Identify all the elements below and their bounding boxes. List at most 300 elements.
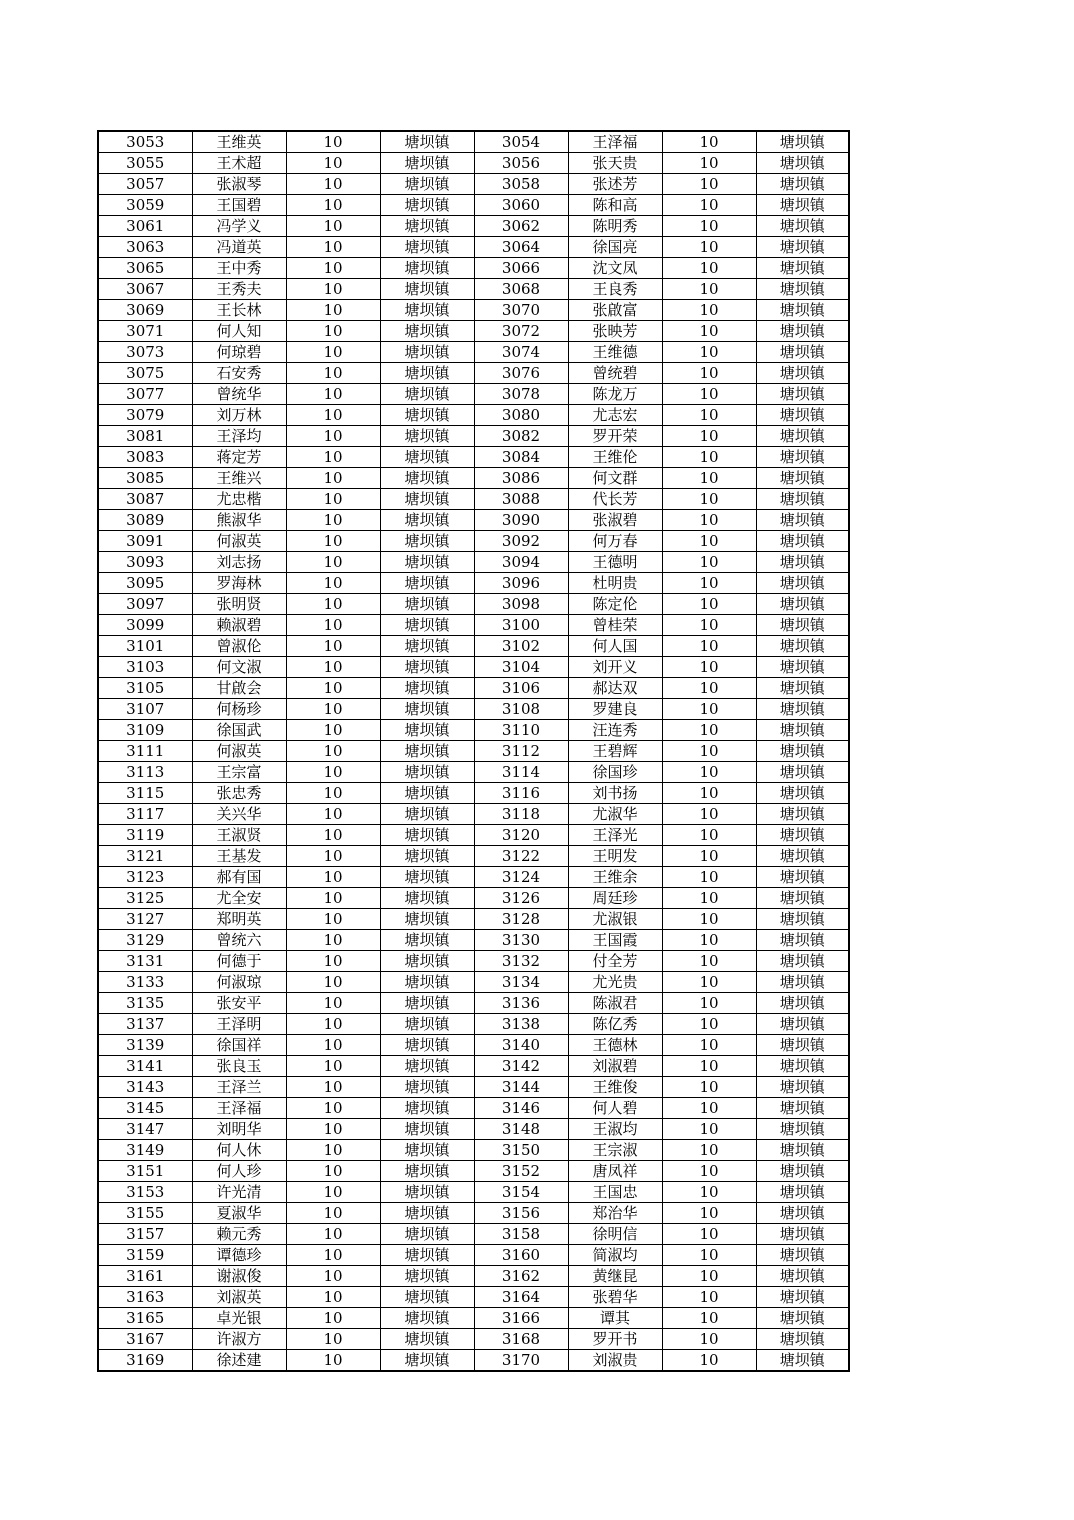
town-cell: 塘坝镇: [756, 636, 849, 657]
table-row: [98, 1350, 849, 1372]
id-cell: 3087: [98, 489, 192, 510]
amount-cell: 10: [662, 657, 756, 678]
table-row: [98, 279, 849, 300]
town-cell: 塘坝镇: [380, 825, 474, 846]
town-cell: 塘坝镇: [756, 279, 849, 300]
name-cell: 何淑英: [192, 531, 286, 552]
id-cell: 3067: [98, 279, 192, 300]
table-row: [98, 489, 849, 510]
town-cell: 塘坝镇: [380, 951, 474, 972]
town-cell: 塘坝镇: [380, 1014, 474, 1035]
amount-cell: 10: [662, 1308, 756, 1329]
amount-cell: 10: [662, 699, 756, 720]
id-cell: 3137: [98, 1014, 192, 1035]
id-cell: 3063: [98, 237, 192, 258]
id-cell: 3160: [474, 1245, 568, 1266]
id-cell: 3090: [474, 510, 568, 531]
name-cell: 王明发: [568, 846, 662, 867]
id-cell: 3080: [474, 405, 568, 426]
id-cell: 3131: [98, 951, 192, 972]
id-cell: 3104: [474, 657, 568, 678]
table-row: [98, 1119, 849, 1140]
amount-cell: 10: [286, 363, 380, 384]
amount-cell: 10: [662, 1140, 756, 1161]
id-cell: 3117: [98, 804, 192, 825]
amount-cell: 10: [662, 909, 756, 930]
town-cell: 塘坝镇: [756, 888, 849, 909]
id-cell: 3094: [474, 552, 568, 573]
town-cell: 塘坝镇: [756, 867, 849, 888]
name-cell: 曾桂荣: [568, 615, 662, 636]
name-cell: 王淑均: [568, 1119, 662, 1140]
table-row: [98, 1140, 849, 1161]
id-cell: 3132: [474, 951, 568, 972]
amount-cell: 10: [662, 131, 756, 153]
town-cell: 塘坝镇: [756, 1077, 849, 1098]
id-cell: 3061: [98, 216, 192, 237]
table-row: [98, 237, 849, 258]
id-cell: 3073: [98, 342, 192, 363]
name-cell: 徐述建: [192, 1350, 286, 1372]
amount-cell: 10: [662, 1182, 756, 1203]
name-cell: 何人国: [568, 636, 662, 657]
town-cell: 塘坝镇: [380, 1245, 474, 1266]
name-cell: 郑明英: [192, 909, 286, 930]
amount-cell: 10: [662, 1077, 756, 1098]
town-cell: 塘坝镇: [756, 1203, 849, 1224]
table-row: [98, 1182, 849, 1203]
town-cell: 塘坝镇: [756, 1161, 849, 1182]
id-cell: 3108: [474, 699, 568, 720]
amount-cell: 10: [662, 1014, 756, 1035]
amount-cell: 10: [662, 720, 756, 741]
name-cell: 王维德: [568, 342, 662, 363]
name-cell: 徐国珍: [568, 762, 662, 783]
town-cell: 塘坝镇: [756, 1287, 849, 1308]
amount-cell: 10: [662, 384, 756, 405]
table-row: [98, 1287, 849, 1308]
amount-cell: 10: [286, 1224, 380, 1245]
amount-cell: 10: [662, 1329, 756, 1350]
name-cell: 郝有国: [192, 867, 286, 888]
table-row: [98, 258, 849, 279]
name-cell: 曾统六: [192, 930, 286, 951]
town-cell: 塘坝镇: [380, 573, 474, 594]
id-cell: 3055: [98, 153, 192, 174]
town-cell: 塘坝镇: [756, 741, 849, 762]
town-cell: 塘坝镇: [756, 594, 849, 615]
id-cell: 3106: [474, 678, 568, 699]
amount-cell: 10: [286, 699, 380, 720]
table-row: [98, 1308, 849, 1329]
amount-cell: 10: [286, 1287, 380, 1308]
amount-cell: 10: [286, 636, 380, 657]
table-row: [98, 426, 849, 447]
table-row: [98, 951, 849, 972]
town-cell: 塘坝镇: [380, 447, 474, 468]
amount-cell: 10: [662, 258, 756, 279]
name-cell: 卓光银: [192, 1308, 286, 1329]
id-cell: 3102: [474, 636, 568, 657]
name-cell: 张明贤: [192, 594, 286, 615]
name-cell: 蒋定芳: [192, 447, 286, 468]
id-cell: 3159: [98, 1245, 192, 1266]
amount-cell: 10: [662, 237, 756, 258]
id-cell: 3124: [474, 867, 568, 888]
name-cell: 曾统碧: [568, 363, 662, 384]
table-row: [98, 153, 849, 174]
table-row: [98, 930, 849, 951]
id-cell: 3170: [474, 1350, 568, 1372]
town-cell: 塘坝镇: [380, 363, 474, 384]
name-cell: 尤志宏: [568, 405, 662, 426]
id-cell: 3149: [98, 1140, 192, 1161]
amount-cell: 10: [286, 1308, 380, 1329]
town-cell: 塘坝镇: [380, 131, 474, 153]
amount-cell: 10: [286, 258, 380, 279]
amount-cell: 10: [662, 1287, 756, 1308]
table-row: [98, 993, 849, 1014]
table-row: [98, 972, 849, 993]
table-row: [98, 468, 849, 489]
town-cell: 塘坝镇: [756, 447, 849, 468]
name-cell: 何淑英: [192, 741, 286, 762]
amount-cell: 10: [286, 1203, 380, 1224]
town-cell: 塘坝镇: [756, 1308, 849, 1329]
name-cell: 郝达双: [568, 678, 662, 699]
amount-cell: 10: [286, 888, 380, 909]
name-cell: 王中秀: [192, 258, 286, 279]
name-cell: 谭德珍: [192, 1245, 286, 1266]
name-cell: 张安平: [192, 993, 286, 1014]
name-cell: 张良玉: [192, 1056, 286, 1077]
amount-cell: 10: [286, 426, 380, 447]
name-cell: 王维伦: [568, 447, 662, 468]
name-cell: 谭其: [568, 1308, 662, 1329]
town-cell: 塘坝镇: [380, 1161, 474, 1182]
town-cell: 塘坝镇: [380, 993, 474, 1014]
name-cell: 尤忠楷: [192, 489, 286, 510]
town-cell: 塘坝镇: [756, 300, 849, 321]
amount-cell: 10: [662, 1098, 756, 1119]
name-cell: 罗开荣: [568, 426, 662, 447]
name-cell: 王术超: [192, 153, 286, 174]
amount-cell: 10: [662, 762, 756, 783]
name-cell: 石安秀: [192, 363, 286, 384]
name-cell: 唐凤祥: [568, 1161, 662, 1182]
town-cell: 塘坝镇: [380, 174, 474, 195]
town-cell: 塘坝镇: [756, 951, 849, 972]
town-cell: 塘坝镇: [756, 468, 849, 489]
id-cell: 3144: [474, 1077, 568, 1098]
id-cell: 3151: [98, 1161, 192, 1182]
table-row: [98, 888, 849, 909]
name-cell: 陈亿秀: [568, 1014, 662, 1035]
amount-cell: 10: [662, 468, 756, 489]
id-cell: 3053: [98, 131, 192, 153]
id-cell: 3077: [98, 384, 192, 405]
town-cell: 塘坝镇: [756, 1098, 849, 1119]
name-cell: 罗开书: [568, 1329, 662, 1350]
town-cell: 塘坝镇: [756, 804, 849, 825]
amount-cell: 10: [286, 678, 380, 699]
table-row: [98, 720, 849, 741]
amount-cell: 10: [286, 1182, 380, 1203]
name-cell: 陈龙万: [568, 384, 662, 405]
name-cell: 张映芳: [568, 321, 662, 342]
name-cell: 郑治华: [568, 1203, 662, 1224]
amount-cell: 10: [662, 615, 756, 636]
amount-cell: 10: [286, 468, 380, 489]
id-cell: 3054: [474, 131, 568, 153]
amount-cell: 10: [286, 1245, 380, 1266]
id-cell: 3143: [98, 1077, 192, 1098]
name-cell: 许淑方: [192, 1329, 286, 1350]
town-cell: 塘坝镇: [380, 1182, 474, 1203]
amount-cell: 10: [662, 174, 756, 195]
town-cell: 塘坝镇: [380, 909, 474, 930]
name-cell: 何文群: [568, 468, 662, 489]
amount-cell: 10: [662, 783, 756, 804]
town-cell: 塘坝镇: [380, 552, 474, 573]
amount-cell: 10: [662, 741, 756, 762]
id-cell: 3112: [474, 741, 568, 762]
name-cell: 许光清: [192, 1182, 286, 1203]
town-cell: 塘坝镇: [380, 615, 474, 636]
name-cell: 杜明贵: [568, 573, 662, 594]
amount-cell: 10: [662, 1119, 756, 1140]
amount-cell: 10: [286, 552, 380, 573]
table-row: [98, 342, 849, 363]
name-cell: 刘万林: [192, 405, 286, 426]
table-row: [98, 615, 849, 636]
id-cell: 3082: [474, 426, 568, 447]
name-cell: 何人碧: [568, 1098, 662, 1119]
town-cell: 塘坝镇: [380, 594, 474, 615]
amount-cell: 10: [662, 321, 756, 342]
id-cell: 3066: [474, 258, 568, 279]
amount-cell: 10: [286, 1140, 380, 1161]
name-cell: 何文淑: [192, 657, 286, 678]
amount-cell: 10: [286, 951, 380, 972]
name-cell: 陈明秀: [568, 216, 662, 237]
town-cell: 塘坝镇: [380, 1224, 474, 1245]
name-cell: 王碧辉: [568, 741, 662, 762]
amount-cell: 10: [286, 321, 380, 342]
id-cell: 3126: [474, 888, 568, 909]
id-cell: 3148: [474, 1119, 568, 1140]
town-cell: 塘坝镇: [380, 279, 474, 300]
amount-cell: 10: [662, 489, 756, 510]
id-cell: 3110: [474, 720, 568, 741]
name-cell: 甘啟会: [192, 678, 286, 699]
id-cell: 3062: [474, 216, 568, 237]
amount-cell: 10: [286, 846, 380, 867]
name-cell: 徐明信: [568, 1224, 662, 1245]
town-cell: 塘坝镇: [756, 1035, 849, 1056]
town-cell: 塘坝镇: [756, 846, 849, 867]
town-cell: 塘坝镇: [756, 1224, 849, 1245]
town-cell: 塘坝镇: [756, 657, 849, 678]
name-cell: 何万春: [568, 531, 662, 552]
amount-cell: 10: [662, 1266, 756, 1287]
amount-cell: 10: [286, 1056, 380, 1077]
table-row: [98, 216, 849, 237]
town-cell: 塘坝镇: [756, 1119, 849, 1140]
name-cell: 王国霞: [568, 930, 662, 951]
town-cell: 塘坝镇: [756, 531, 849, 552]
amount-cell: 10: [662, 1056, 756, 1077]
id-cell: 3165: [98, 1308, 192, 1329]
amount-cell: 10: [286, 447, 380, 468]
amount-cell: 10: [286, 405, 380, 426]
amount-cell: 10: [286, 1161, 380, 1182]
id-cell: 3098: [474, 594, 568, 615]
town-cell: 塘坝镇: [756, 1329, 849, 1350]
table-row: [98, 783, 849, 804]
id-cell: 3056: [474, 153, 568, 174]
roster-table: [97, 130, 850, 1372]
name-cell: 黄继昆: [568, 1266, 662, 1287]
id-cell: 3068: [474, 279, 568, 300]
town-cell: 塘坝镇: [380, 510, 474, 531]
name-cell: 罗海林: [192, 573, 286, 594]
amount-cell: 10: [286, 1077, 380, 1098]
amount-cell: 10: [662, 1035, 756, 1056]
town-cell: 塘坝镇: [756, 363, 849, 384]
town-cell: 塘坝镇: [756, 426, 849, 447]
id-cell: 3136: [474, 993, 568, 1014]
table-row: [98, 1035, 849, 1056]
town-cell: 塘坝镇: [756, 573, 849, 594]
amount-cell: 10: [286, 930, 380, 951]
town-cell: 塘坝镇: [380, 489, 474, 510]
town-cell: 塘坝镇: [756, 699, 849, 720]
table-row: [98, 573, 849, 594]
amount-cell: 10: [662, 405, 756, 426]
town-cell: 塘坝镇: [756, 489, 849, 510]
town-cell: 塘坝镇: [380, 384, 474, 405]
name-cell: 王淑贤: [192, 825, 286, 846]
id-cell: 3096: [474, 573, 568, 594]
amount-cell: 10: [286, 594, 380, 615]
amount-cell: 10: [662, 1245, 756, 1266]
id-cell: 3089: [98, 510, 192, 531]
id-cell: 3169: [98, 1350, 192, 1372]
id-cell: 3079: [98, 405, 192, 426]
id-cell: 3127: [98, 909, 192, 930]
id-cell: 3095: [98, 573, 192, 594]
id-cell: 3155: [98, 1203, 192, 1224]
table-row: [98, 1014, 849, 1035]
town-cell: 塘坝镇: [756, 909, 849, 930]
id-cell: 3122: [474, 846, 568, 867]
name-cell: 张天贵: [568, 153, 662, 174]
id-cell: 3119: [98, 825, 192, 846]
table-row: [98, 1098, 849, 1119]
id-cell: 3091: [98, 531, 192, 552]
table-row: [98, 636, 849, 657]
id-cell: 3057: [98, 174, 192, 195]
id-cell: 3158: [474, 1224, 568, 1245]
table-row: [98, 131, 849, 153]
id-cell: 3157: [98, 1224, 192, 1245]
name-cell: 刘书扬: [568, 783, 662, 804]
name-cell: 简淑均: [568, 1245, 662, 1266]
table-row: [98, 762, 849, 783]
id-cell: 3107: [98, 699, 192, 720]
name-cell: 张碧华: [568, 1287, 662, 1308]
id-cell: 3105: [98, 678, 192, 699]
amount-cell: 10: [286, 131, 380, 153]
table-row: [98, 678, 849, 699]
amount-cell: 10: [662, 552, 756, 573]
id-cell: 3109: [98, 720, 192, 741]
name-cell: 陈定伦: [568, 594, 662, 615]
amount-cell: 10: [286, 1350, 380, 1372]
table-row: [98, 1266, 849, 1287]
id-cell: 3134: [474, 972, 568, 993]
id-cell: 3142: [474, 1056, 568, 1077]
id-cell: 3162: [474, 1266, 568, 1287]
town-cell: 塘坝镇: [756, 510, 849, 531]
name-cell: 谢淑俊: [192, 1266, 286, 1287]
amount-cell: 10: [662, 447, 756, 468]
id-cell: 3058: [474, 174, 568, 195]
name-cell: 冯学义: [192, 216, 286, 237]
amount-cell: 10: [662, 426, 756, 447]
town-cell: 塘坝镇: [380, 1035, 474, 1056]
id-cell: 3121: [98, 846, 192, 867]
amount-cell: 10: [662, 342, 756, 363]
town-cell: 塘坝镇: [380, 720, 474, 741]
town-cell: 塘坝镇: [756, 1056, 849, 1077]
name-cell: 何杨珍: [192, 699, 286, 720]
amount-cell: 10: [286, 531, 380, 552]
table-row: [98, 447, 849, 468]
table-row: [98, 1056, 849, 1077]
town-cell: 塘坝镇: [756, 1182, 849, 1203]
id-cell: 3163: [98, 1287, 192, 1308]
id-cell: 3084: [474, 447, 568, 468]
name-cell: 王基发: [192, 846, 286, 867]
town-cell: 塘坝镇: [380, 846, 474, 867]
town-cell: 塘坝镇: [380, 762, 474, 783]
town-cell: 塘坝镇: [380, 1203, 474, 1224]
town-cell: 塘坝镇: [756, 195, 849, 216]
table-row: [98, 804, 849, 825]
id-cell: 3118: [474, 804, 568, 825]
name-cell: 王泽均: [192, 426, 286, 447]
amount-cell: 10: [286, 174, 380, 195]
name-cell: 王维英: [192, 131, 286, 153]
name-cell: 刘开义: [568, 657, 662, 678]
name-cell: 王维余: [568, 867, 662, 888]
amount-cell: 10: [286, 867, 380, 888]
name-cell: 张淑琴: [192, 174, 286, 195]
table-row: [98, 405, 849, 426]
town-cell: 塘坝镇: [380, 783, 474, 804]
amount-cell: 10: [662, 804, 756, 825]
id-cell: 3111: [98, 741, 192, 762]
amount-cell: 10: [286, 489, 380, 510]
town-cell: 塘坝镇: [380, 1098, 474, 1119]
town-cell: 塘坝镇: [380, 636, 474, 657]
name-cell: 付全芳: [568, 951, 662, 972]
amount-cell: 10: [286, 1014, 380, 1035]
id-cell: 3070: [474, 300, 568, 321]
town-cell: 塘坝镇: [380, 426, 474, 447]
